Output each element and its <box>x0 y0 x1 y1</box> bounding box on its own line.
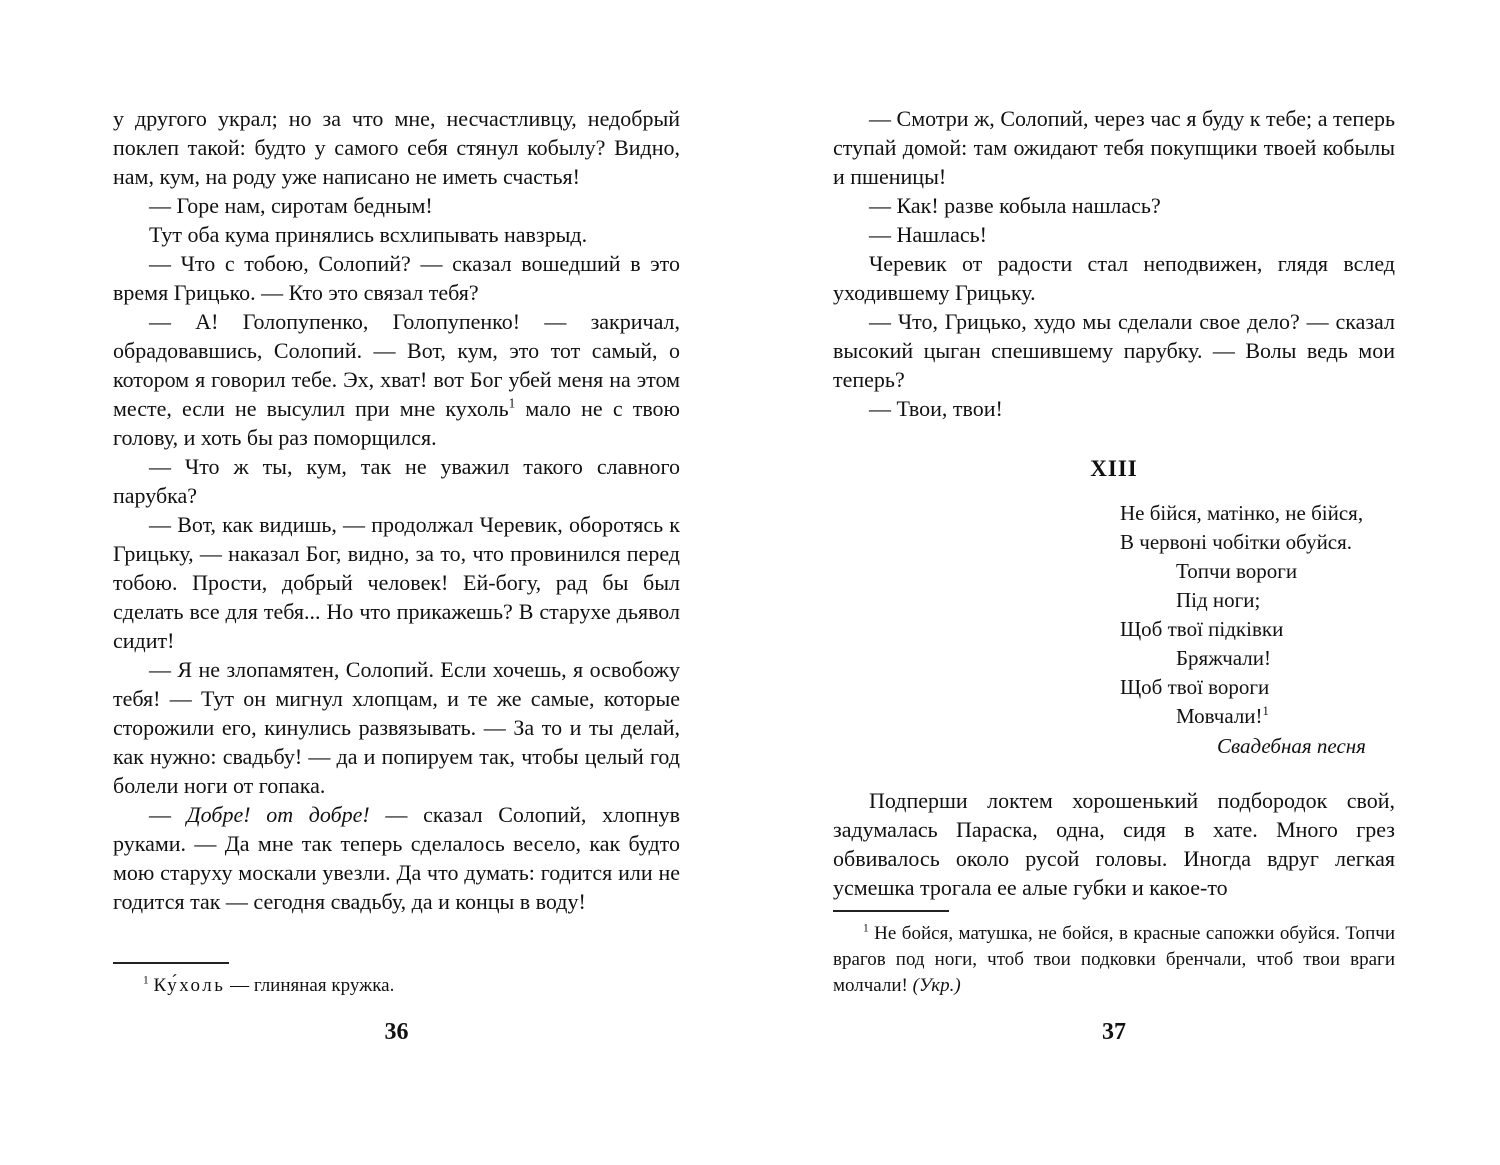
text-run: — Смотри ж, Солопий, через час я буду к тебе; а теперь ступай домой: там ожидают тебя покупщики твоей кобылы и пшеницы! <box>833 106 1395 189</box>
verse-line <box>1120 673 1395 702</box>
footnote <box>113 973 680 999</box>
text-run: — А! Голопупенко, Голопупенко! — закричал, обрадовавшись, Солопий. — Вот, кум, это тот самый, о котором я говорил тебе. Эх, хват! вот Бог убей меня на этом месте, если не высулил при мне кухоль <box>113 309 680 421</box>
text-run: — Я не злопамятен, Солопий. Если хочешь, я освобожу тебя! — Тут он мигнул хлопцам, и те же самые, которые сторожили его, кинулись развязывать. — За то и ты делай, как нужно: свадьбу! — да и попируем так, чтобы целый год болели ноги от гопака. <box>113 657 680 798</box>
footnote-area <box>833 910 1395 999</box>
text-run: — Вот, как видишь, — продолжал Черевик, оборотясь к Грицьку, — наказал Бог, видно, за то, что провинился перед тобою. Прости, добрый человек! Ей-богу, рад бы был сделать все для тебя... Но что прикажешь? В старухе дьявол сидит! <box>113 512 680 653</box>
text-run: — Как! разве кобыла нашлась? <box>869 193 1161 218</box>
footnote-rule <box>833 910 949 912</box>
verse <box>1120 499 1395 731</box>
text-run: Під ноги; <box>1176 588 1261 612</box>
text-run: — <box>149 802 187 827</box>
text-run: — Нашлась! <box>869 222 987 247</box>
page-right <box>833 104 1395 1046</box>
verse-line <box>1120 615 1395 644</box>
verse-line <box>1120 557 1395 586</box>
text-run: у другого украл; но за что мне, несчастливцу, недобрый поклеп такой: будто у самого себя стянул кобылу? Видно, нам, кум, на роду уже написано не иметь счастья! <box>113 106 680 189</box>
paragraph <box>113 800 680 916</box>
text-run: Щоб твої вороги <box>1120 675 1270 699</box>
verse-line <box>1120 586 1395 615</box>
verse-line <box>1120 702 1395 731</box>
text-run: Бряжчали! <box>1176 646 1271 670</box>
text-run: Подперши локтем хорошенький подбородок свой, задумалась Параска, одна, сидя в хате. Много грез обвивалось около русой головы. Иногда вдруг легкая усмешка трогала ее алые губки и какое-то <box>833 788 1395 900</box>
text-run: — сказал Солопий, хлопнув руками. — Да мне так теперь сделалось весело, как будто мою старуху москали увезли. Да что думать: годится или не годится так — сегодня свадьбу, да и концы в воду! <box>113 802 681 914</box>
paragraph <box>833 191 1395 220</box>
text-run: — глиняная кружка. <box>225 975 395 996</box>
paragraph <box>833 307 1395 394</box>
page-body <box>113 104 680 916</box>
paragraph <box>113 104 680 191</box>
chapter-heading <box>833 456 1395 482</box>
paragraph <box>833 249 1395 307</box>
text-run: — Горе нам, сиротам бедным! <box>149 193 433 218</box>
text-run: — Что с тобою, Солопий? — сказал вошедший в это время Грицько. — Кто это связал тебя? <box>113 251 680 305</box>
text-run: В червоні чобітки обуйся. <box>1120 530 1353 554</box>
paragraph <box>113 220 680 249</box>
text-run: Ку́холь <box>153 975 226 996</box>
verse-line <box>1120 499 1395 528</box>
text-run: XIII <box>1090 456 1138 481</box>
page-body <box>833 104 1395 902</box>
paragraph <box>113 249 680 307</box>
text-run: Топчи вороги <box>1176 559 1298 583</box>
paragraph <box>833 394 1395 423</box>
verse-caption <box>1217 732 1395 761</box>
text-run: Добре! от добре! <box>186 802 370 827</box>
footnote-area <box>113 962 680 999</box>
footnote-marker: 1 <box>1262 704 1269 718</box>
text-run: Не бойся, матушка, не бойся, в красные сапожки обуйся. Топчи врагов под ноги, чтоб твои подковки бренчали, чтоб твои враги молчали! <box>833 923 1395 996</box>
paragraph <box>113 307 680 452</box>
footnote-marker: 1 <box>863 922 869 935</box>
page-number: 37 <box>1102 1019 1126 1045</box>
footnote <box>833 921 1395 999</box>
paragraph <box>833 786 1395 902</box>
page-left <box>113 104 680 1046</box>
text-run: (Укр.) <box>912 975 961 996</box>
page-number: 36 <box>384 1019 409 1045</box>
footnote-marker: 1 <box>508 395 516 411</box>
text-run: — Твои, твои! <box>869 396 1003 421</box>
footnote-rule <box>113 962 229 964</box>
text-run: — Что, Грицько, худо мы сделали свое дело? — сказал высокий цыган спешившему парубку. — Волы ведь мои теперь? <box>833 309 1395 392</box>
text-run: мало не с твою голову, и хоть бы раз поморщился. <box>113 396 680 450</box>
paragraph <box>833 220 1395 249</box>
verse-line <box>1120 644 1395 673</box>
paragraph <box>113 510 680 655</box>
text-run: Щоб твої підківки <box>1120 617 1284 641</box>
paragraph <box>113 452 680 510</box>
text-run: Черевик от радости стал неподвижен, глядя вслед уходившему Грицьку. <box>833 251 1395 305</box>
paragraph <box>113 655 680 800</box>
paragraph <box>113 191 680 220</box>
verse-line <box>1120 528 1395 557</box>
paragraph <box>833 104 1395 191</box>
footnote-marker: 1 <box>143 974 149 987</box>
text-run: Не бійся, матінко, не бійся, <box>1120 501 1364 525</box>
text-run: Мовчали! <box>1176 704 1263 728</box>
text-run: Тут оба кума принялись всхлипывать навзрыд. <box>149 222 588 247</box>
text-run: Свадебная песня <box>1217 734 1366 758</box>
text-run: — Что ж ты, кум, так не уважил такого славного парубка? <box>113 454 680 508</box>
